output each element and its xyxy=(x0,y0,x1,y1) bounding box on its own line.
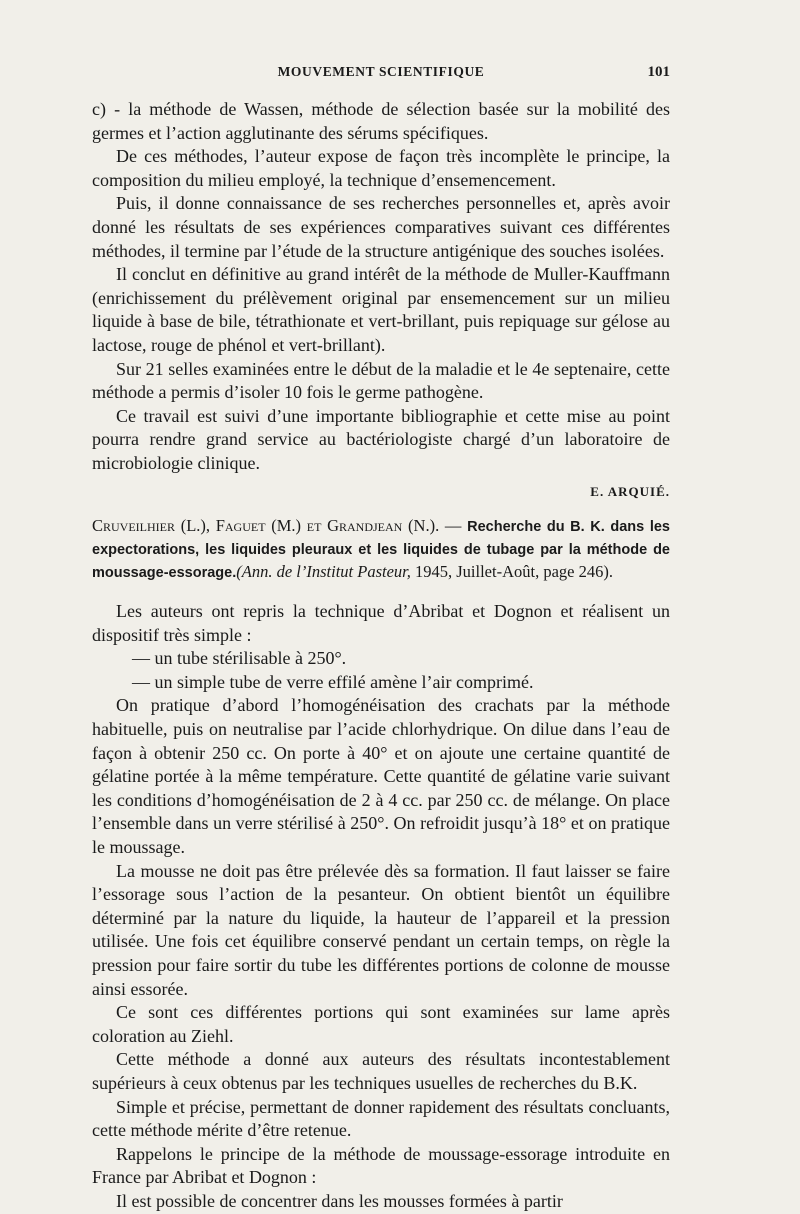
bibliographic-reference xyxy=(92,515,670,584)
paragraph: De ces méthodes, l’auteur expose de façon très incomplète le principe, la composition du milieu employé, la technique d’ensemencement. xyxy=(92,146,670,190)
reference-source: (Ann. de l’Institut Pasteur, xyxy=(236,562,411,582)
paragraph: Il est possible de concentrer dans les mousses formées à partir xyxy=(116,1190,563,1211)
reference-authors: Cruveilhier (L.), Faguet (M.) et Grandjean (N.). xyxy=(92,516,440,536)
paragraph: Sur 21 selles examinées entre le début de la maladie et le 4e septenaire, cette méthode a permis d’isoler 10 fois le germe pathogène. xyxy=(92,358,670,403)
list-item: — un simple tube de verre effilé amène l’air comprimé. xyxy=(132,671,534,692)
paragraph: Il conclut en définitive au grand intérêt de la méthode de Muller-Kauffmann (enrichissement du prélèvement original par ensemencement sur un milieu liquide à base de bile, tétrathionate et vert-brillant, puis repiquage sur gélose au lactose, rouge de phénol et vert-brillant). xyxy=(92,264,670,355)
reference-title: Recherche du B. K. dans les expectorations, les liquides pleuraux et les liquides de tubage par la méthode de moussage-essorage. xyxy=(92,519,670,582)
paragraph: On pratique d’abord l’homogénéisation des crachats par la méthode habituelle, puis on neutralise par l’acide chlorhydrique. On dilue dans l’eau de façon à obtenir 250 cc. On porte à 40° et on ajoute une certaine quantité de gélatine portée à la même température. Cette quantité de gélatine varie suivant les conditions d’homogénéisation de 2 à 4 cc. par 250 cc. de mélange. On place l’ensemble dans un verre stérilisé à 250°. On refroidit jusqu’à 18° et on pratique le moussage. xyxy=(92,695,670,858)
list-item: — un tube stérilisable à 250°. xyxy=(132,648,347,669)
paragraph: Rappelons le principe de la méthode de moussage-essorage introduite en France par Abribat et Dognon : xyxy=(92,1143,670,1188)
paragraph: c) - la méthode de Wassen, méthode de sélection basée sur la mobilité des germes et l’action agglutinante des sérums spécifiques. xyxy=(92,99,670,143)
paragraph: La mousse ne doit pas être prélevée dès sa formation. Il faut laisser se faire l’essorage sous l’action de la pesanteur. On obtient bientôt un équilibre déterminé par la nature du liquide, la hauteur de l’appareil et la pression utilisée. Une fois cet équilibre conservé pendant un certain temps, on règle la pression pour faire sortir du tube les différentes portions de colonne de mousse ainsi essorée. xyxy=(92,860,670,999)
page-header xyxy=(92,64,670,86)
paragraph: Ce travail est suivi d’une importante bibliographie et cette mise au point pourra rendre grand service au bactériologiste chargé d’un laboratoire de microbiologie clinique. xyxy=(92,405,670,473)
page-body xyxy=(92,98,670,1214)
reference-dash: — xyxy=(439,516,468,536)
paragraph: Simple et précise, permettant de donner rapidement des résultats concluants, cette méthode mérite d’être retenue. xyxy=(92,1096,670,1141)
reference-details: 1945, Juillet-Août, page 246). xyxy=(410,562,613,582)
paragraph: Puis, il donne connaissance de ses recherches personnelles et, après avoir donné les résultats de ses expériences comparatives suivant ces différentes méthodes, il termine par l’étude de la structure antigénique des souches isolées. xyxy=(92,193,670,261)
running-title: MOUVEMENT SCIENTIFIQUE xyxy=(277,64,485,79)
paragraph: Les auteurs ont repris la technique d’Abribat et Dognon et réalisent un dispositif très simple : xyxy=(92,601,670,645)
paragraph: Cette méthode a donné aux auteurs des résultats incontestablement supérieurs à ceux obtenus par les techniques usuelles de recherches du B.K. xyxy=(92,1049,670,1093)
author-signature: E. ARQUIÉ. xyxy=(590,483,670,499)
page-number: 101 xyxy=(647,64,670,80)
paragraph: Ce sont ces différentes portions qui sont examinées sur lame après coloration au Ziehl. xyxy=(92,1002,670,1046)
